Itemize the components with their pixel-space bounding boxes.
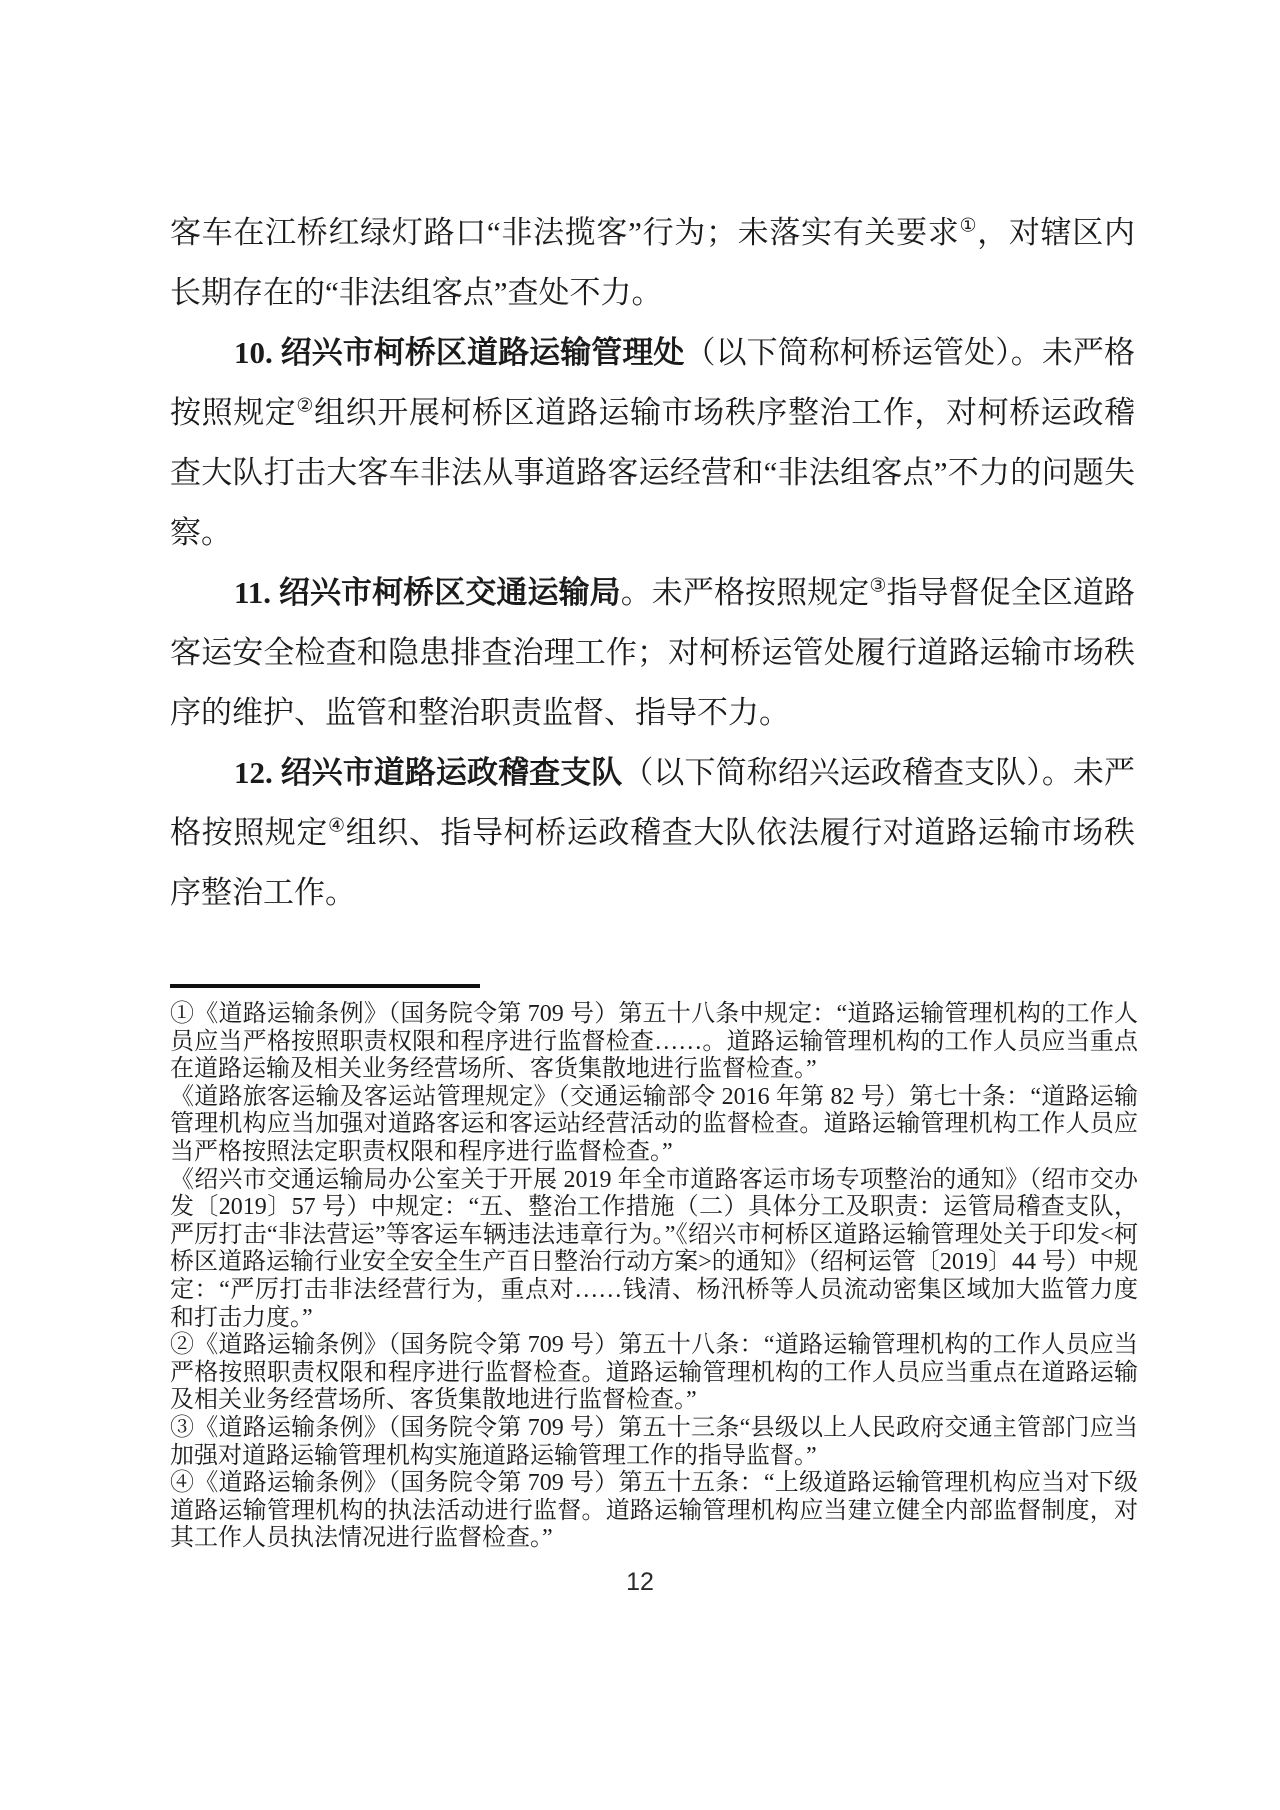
footnote-reference-mark: ② xyxy=(296,395,315,417)
page-number: 12 xyxy=(626,1568,654,1596)
footnote-reference-mark: ③ xyxy=(869,575,887,597)
section-heading-text: 12. 绍兴市道路运政稽查支队 xyxy=(234,755,623,790)
paragraph-text: （以下简称绍兴运政稽查支队）。未严格按照规定 xyxy=(170,755,1136,850)
paragraph-text: 指导督促全区道路客运安全检查和隐患排查治理工作；对柯桥运管处履行道路运输市场秩序的维护、监管和整治职责监督、指导不力。 xyxy=(170,575,1136,730)
footnote-paragraph: 《道路旅客运输及客运站管理规定》（交通运输部令 2016 年第 82 号）第七十条：“道路运输管理机构应当加强对道路客运和客运站经营活动的监督检查。道路运输管理机构工作人员应当严格按照法定职责权限和程序进行监督检查。” xyxy=(170,1083,1138,1165)
body-text xyxy=(170,203,1135,923)
body-paragraph xyxy=(170,323,1135,563)
footnote-paragraph: ③《道路运输条例》（国务院令第 709 号）第五十三条“县级以上人民政府交通主管部门应当加强对道路运输管理机构实施道路运输管理工作的指导监督。” xyxy=(170,1414,1138,1469)
footnote-paragraph: ④《道路运输条例》（国务院令第 709 号）第五十五条：“上级道路运输管理机构应当对下级道路运输管理机构的执法活动进行监督。道路运输管理机构应当建立健全内部监督制度，对其工作人员执法情况进行监督检查。” xyxy=(170,1470,1138,1552)
footnote-paragraph: 《绍兴市交通运输局办公室关于开展 2019 年全市道路客运市场专项整治的通知》（绍市交办发〔2019〕57 号）中规定：“五、整治工作措施（二）具体分工及职责：运管局稽查支队，严厉打击“非法营运”等客运车辆违法违章行为。”《绍兴市柯桥区道路运输管理处关于印发<柯桥区道路运输行业安全安全生产百日整治行动方案>的通知》（绍柯运管〔2019〕44 号）中规定：“严厉打击非法经营行为，重点对……钱清、杨汛桥等人员流动密集区域加大监管力度和打击力度。” xyxy=(170,1166,1138,1331)
paragraph-text: 组织开展柯桥区道路运输市场秩序整治工作，对柯桥运政稽查大队打击大客车非法从事道路客运经营和“非法组客点”不力的问题失察。 xyxy=(170,395,1136,550)
paragraph-text: （以下简称柯桥运管处）。未严格按照规定 xyxy=(170,335,1135,430)
paragraph-text: 。未严格按照规定 xyxy=(620,575,870,610)
body-paragraph xyxy=(170,563,1135,743)
paragraph-text: ，对辖区内长期存在的“非法组客点”查处不力。 xyxy=(170,215,1135,310)
body-paragraph xyxy=(170,203,1135,323)
paragraph-text: 组织、指导柯桥运政稽查大队依法履行对道路运输市场秩序整治工作。 xyxy=(170,815,1136,910)
footnote-reference-mark: ④ xyxy=(328,815,346,837)
body-paragraph xyxy=(170,743,1135,923)
footnote-reference-mark: ① xyxy=(959,215,978,237)
paragraph-text: 客车在江桥红绿灯路口“非法揽客”行为；未落实有关要求 xyxy=(170,215,960,250)
footnote-separator xyxy=(170,984,480,988)
footnote-paragraph: ②《道路运输条例》（国务院令第 709 号）第五十八条：“道路运输管理机构的工作人员应当严格按照职责权限和程序进行监督检查。道路运输管理机构的工作人员应当重点在道路运输及相关业务经营场所、客货集散地进行监督检查。” xyxy=(170,1332,1138,1414)
footnote-paragraph: ①《道路运输条例》（国务院令第 709 号）第五十八条中规定：“道路运输管理机构的工作人员应当严格按照职责权限和程序进行监督检查……。道路运输管理机构的工作人员应当重点在道路运输及相关业务经营场所、客货集散地进行监督检查。” xyxy=(170,1001,1138,1083)
footnote-area xyxy=(170,1001,1138,1553)
section-heading-text: 10. 绍兴市柯桥区道路运输管理处 xyxy=(234,335,685,370)
section-heading-text: 11. 绍兴市柯桥区交通运输局 xyxy=(234,575,621,610)
